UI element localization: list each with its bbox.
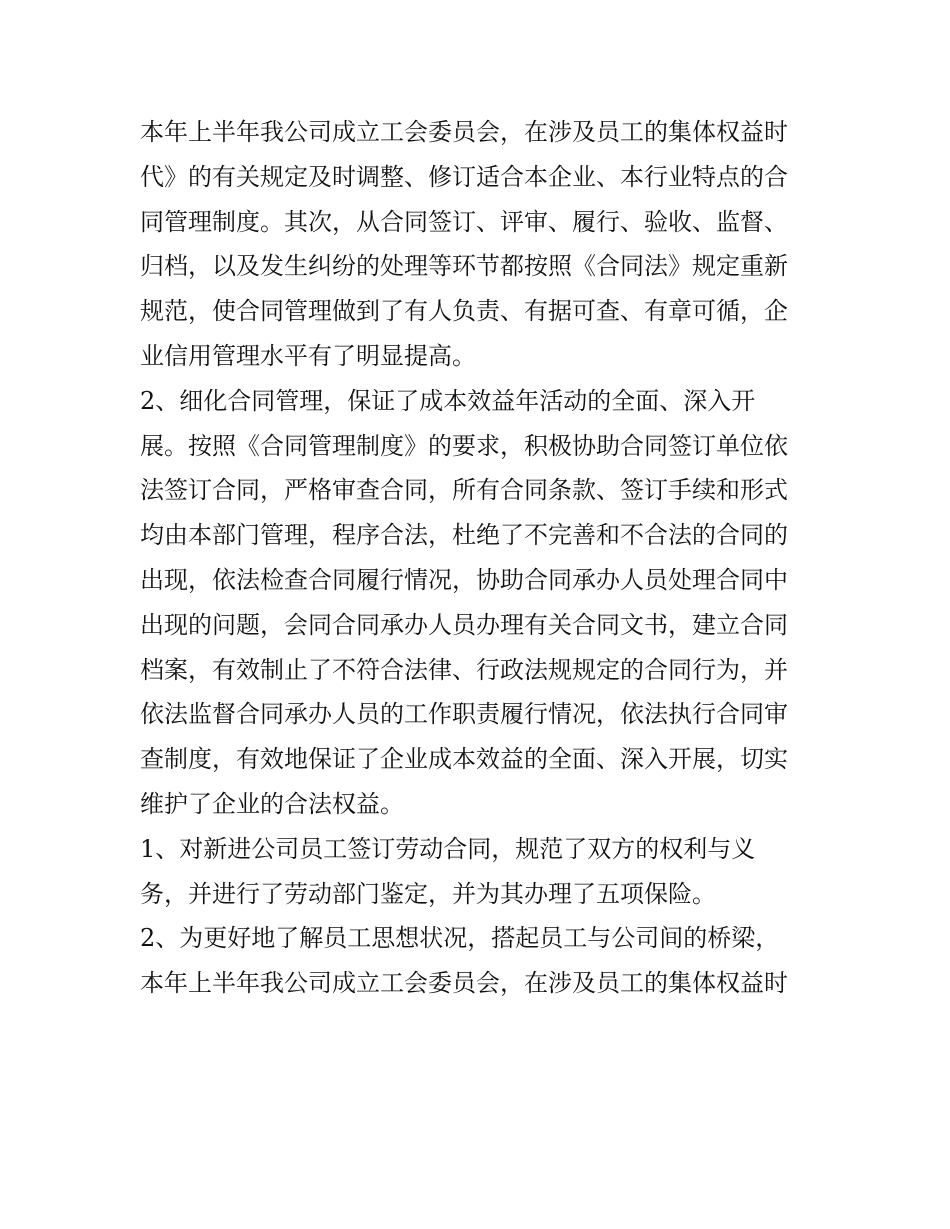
- text-line: 维护了企业的合法权益。: [140, 789, 404, 818]
- text-line: 展。按照《合同管理制度》的要求，积极协助合同签订单位依: [140, 431, 788, 460]
- document-body: [140, 110, 820, 1006]
- text-line: 务，并进行了劳动部门鉴定，并为其办理了五项保险。: [140, 879, 716, 908]
- text-line: 档案，有效制止了不符合法律、行政法规规定的合同行为，并: [140, 655, 788, 684]
- text-line: 1、对新进公司员工签订劳动合同，规范了双方的权利与义: [140, 834, 756, 863]
- text-line: 出现，依法检查合同履行情况，协助合同承办人员处理合同中: [140, 565, 788, 594]
- text-line: 代》的有关规定及时调整、修订适合本企业、本行业特点的合: [140, 162, 788, 191]
- text-line: 均由本部门管理，程序合法，杜绝了不完善和不合法的合同的: [140, 521, 788, 550]
- text-line: 本年上半年我公司成立工会委员会，在涉及员工的集体权益时: [140, 969, 788, 998]
- text-line: 2、细化合同管理，保证了成本效益年活动的全面、深入开: [140, 386, 756, 415]
- text-line: 规范，使合同管理做到了有人负责、有据可查、有章可循，企: [140, 297, 788, 326]
- text-line: 业信用管理水平有了明显提高。: [140, 341, 476, 370]
- text-line: 本年上半年我公司成立工会委员会，在涉及员工的集体权益时: [140, 118, 788, 146]
- text-line: 依法监督合同承办人员的工作职责履行情况，依法执行合同审: [140, 700, 788, 729]
- text-line: 出现的问题，会同合同承办人员办理有关合同文书，建立合同: [140, 610, 788, 639]
- text-line: 同管理制度。其次，从合同签订、评审、履行、验收、监督、: [140, 207, 788, 236]
- text-line: 归档，以及发生纠纷的处理等环节都按照《合同法》规定重新: [140, 252, 788, 281]
- text-line: 法签订合同，严格审查合同，所有合同条款、签订手续和形式: [140, 476, 788, 505]
- text-line: 2、为更好地了解员工思想状况，搭起员工与公司间的桥梁，: [140, 924, 780, 953]
- text-line: 查制度，有效地保证了企业成本效益的全面、深入开展，切实: [140, 745, 788, 774]
